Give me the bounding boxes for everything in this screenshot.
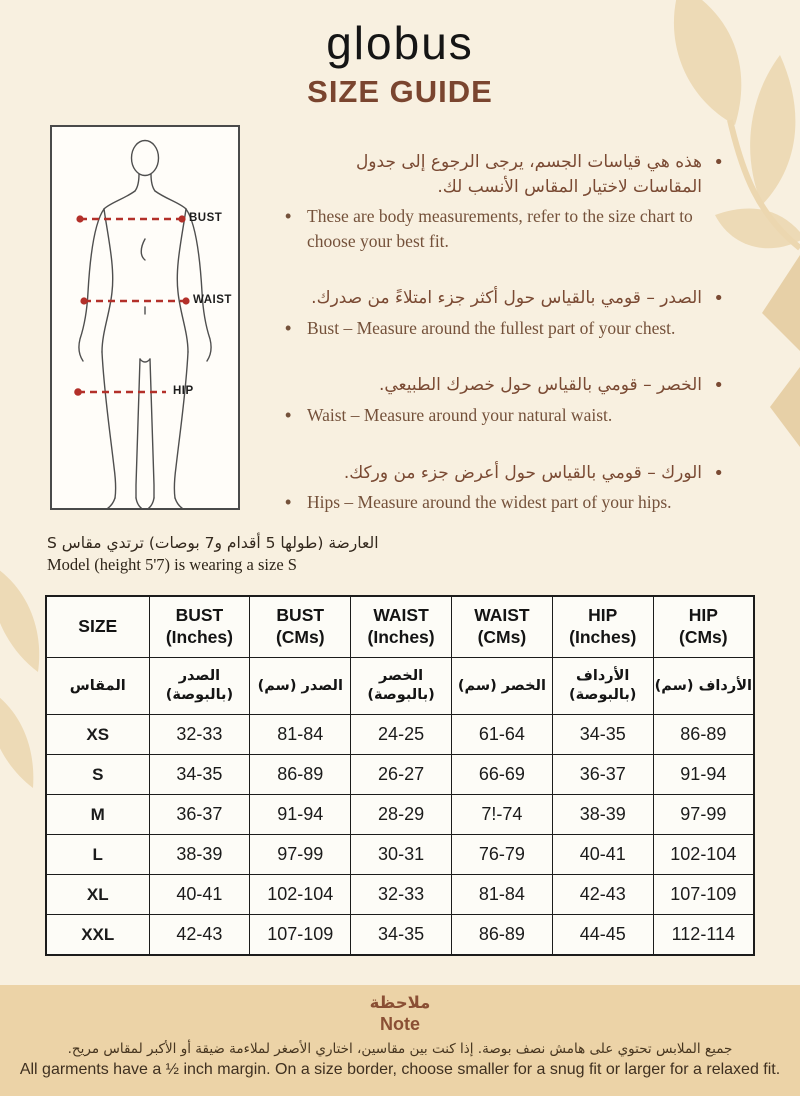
- value-cell: 36-37: [552, 755, 653, 795]
- value-cell: 107-109: [250, 915, 351, 956]
- size-label: S: [46, 755, 149, 795]
- table-row-xl: [46, 875, 754, 915]
- instruction-hips: [283, 461, 726, 515]
- value-cell: 81-84: [451, 875, 552, 915]
- size-label: XL: [46, 875, 149, 915]
- value-cell: 81-84: [250, 715, 351, 755]
- table-row-xxl: [46, 915, 754, 956]
- value-cell: 34-35: [552, 715, 653, 755]
- value-cell: 32-33: [351, 875, 452, 915]
- size-label: XXL: [46, 915, 149, 956]
- table-header-row-arabic: [46, 658, 754, 715]
- note-title-english: Note: [380, 1014, 420, 1034]
- model-note-arabic: العارضة (طولها 5 أقدام و7 بوصات) ترتدي مقاس S: [47, 534, 379, 552]
- value-cell: 86-89: [451, 915, 552, 956]
- instruction-hips-english: • Hips – Measure around the widest part of your hips.: [283, 490, 726, 515]
- header-size: SIZE: [46, 596, 149, 658]
- size-label: L: [46, 835, 149, 875]
- table-row-l: [46, 835, 754, 875]
- instruction-waist-arabic: • الخصر – قومي بالقياس حول خصرك الطبيعي.: [283, 373, 726, 398]
- header-bust-inches-ar: الصدر (بالبوصة): [149, 658, 250, 715]
- header-hip-cms: HIP (CMs): [653, 596, 754, 658]
- value-cell: 107-109: [653, 875, 754, 915]
- value-cell: 32-33: [149, 715, 250, 755]
- value-cell: 38-39: [149, 835, 250, 875]
- value-cell: 61-64: [451, 715, 552, 755]
- note-body-english: All garments have a ½ inch margin. On a size border, choose smaller for a snug fit or larger for a relaxed fit.: [19, 1061, 781, 1078]
- table-header-row-english: [46, 596, 754, 658]
- header-bust-inches: BUST (Inches): [149, 596, 250, 658]
- value-cell: 86-89: [653, 715, 754, 755]
- value-cell: 91-94: [250, 795, 351, 835]
- instruction-general: [283, 150, 726, 253]
- value-cell: 44-45: [552, 915, 653, 956]
- value-cell: 66-69: [451, 755, 552, 795]
- value-cell: 102-104: [250, 875, 351, 915]
- instruction-waist: [283, 373, 726, 427]
- header-hip-inches-ar: الأرداف (بالبوصة): [552, 658, 653, 715]
- value-cell: 34-35: [351, 915, 452, 956]
- value-cell: 102-104: [653, 835, 754, 875]
- table-row-m: [46, 795, 754, 835]
- bust-line-label: BUST: [189, 212, 223, 224]
- header-hip-cms-ar: الأرداف (سم): [653, 658, 754, 715]
- header-waist-inches: WAIST (Inches): [351, 596, 452, 658]
- value-cell: 34-35: [149, 755, 250, 795]
- leaf-decoration-right-edge: [754, 255, 800, 475]
- header-hip-inches: HIP (Inches): [552, 596, 653, 658]
- body-measurement-diagram: [50, 125, 240, 510]
- value-cell: 40-41: [552, 835, 653, 875]
- page-title: SIZE GUIDE: [307, 74, 493, 109]
- instruction-general-arabic: • هذه هي قياسات الجسم، يرجى الرجوع إلى جدول المقاسات لاختيار المقاس الأنسب لك.: [283, 150, 726, 199]
- model-note: [47, 534, 487, 575]
- instruction-hips-arabic: • الورك – قومي بالقياس حول أعرض جزء من وركك.: [283, 461, 726, 486]
- header-waist-cms-ar: الخصر (سم): [451, 658, 552, 715]
- value-cell: 26-27: [351, 755, 452, 795]
- instruction-waist-english: • Waist – Measure around your natural waist.: [283, 403, 726, 428]
- value-cell: 112-114: [653, 915, 754, 956]
- header-bust-cms-ar: الصدر (سم): [250, 658, 351, 715]
- value-cell: 97-99: [250, 835, 351, 875]
- table-row-s: [46, 755, 754, 795]
- value-cell: 42-43: [552, 875, 653, 915]
- value-cell: 42-43: [149, 915, 250, 956]
- note-section: [0, 985, 800, 1096]
- value-cell: 91-94: [653, 755, 754, 795]
- measurement-instructions: [283, 150, 726, 548]
- header-waist-inches-ar: الخصر (بالبوصة): [351, 658, 452, 715]
- brand-logo: globus: [326, 17, 474, 69]
- waist-line-label: WAIST: [193, 294, 232, 306]
- value-cell: 28-29: [351, 795, 452, 835]
- instruction-bust: [283, 286, 726, 340]
- table-row-xs: [46, 715, 754, 755]
- value-cell: 97-99: [653, 795, 754, 835]
- note-title-arabic: ملاحظة: [369, 993, 431, 1012]
- model-note-english: Model (height 5'7) is wearing a size S: [47, 555, 297, 574]
- note-body-arabic: جميع الملابس تحتوي على هامش نصف بوصة. إذا كنت بين مقاسين، اختاري الأصغر لملاءمة ضيقة أو الأكبر لمقاس مريح.: [67, 1041, 733, 1057]
- value-cell: 86-89: [250, 755, 351, 795]
- value-cell: 38-39: [552, 795, 653, 835]
- header-size-ar: المقاس: [46, 658, 149, 715]
- instruction-bust-english: • Bust – Measure around the fullest part of your chest.: [283, 316, 726, 341]
- instruction-general-english: • These are body measurements, refer to the size chart to choose your best fit.: [283, 204, 726, 253]
- value-cell: 30-31: [351, 835, 452, 875]
- size-chart-table: [45, 595, 755, 956]
- size-label: XS: [46, 715, 149, 755]
- header-waist-cms: WAIST (CMs): [451, 596, 552, 658]
- hip-line-label: HIP: [173, 385, 194, 397]
- instruction-bust-arabic: • الصدر – قومي بالقياس حول أكثر جزء امتلاءً من صدرك.: [283, 286, 726, 311]
- value-cell: 36-37: [149, 795, 250, 835]
- value-cell: 24-25: [351, 715, 452, 755]
- value-cell: 7!-74: [451, 795, 552, 835]
- value-cell: 76-79: [451, 835, 552, 875]
- size-label: M: [46, 795, 149, 835]
- figure-illustration: [52, 127, 238, 508]
- header-bust-cms: BUST (CMs): [250, 596, 351, 658]
- value-cell: 40-41: [149, 875, 250, 915]
